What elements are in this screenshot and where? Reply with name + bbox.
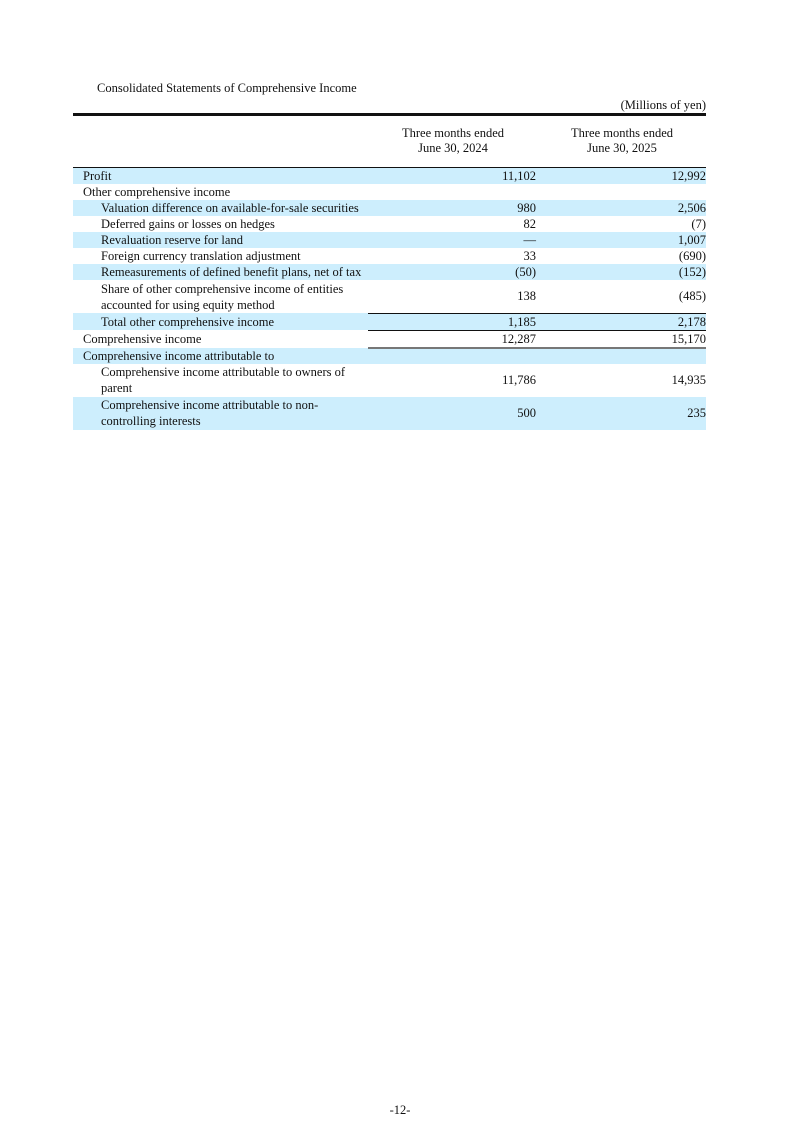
value-2024: 500 xyxy=(368,397,538,430)
table-row xyxy=(73,168,706,185)
value-2025: 2,178 xyxy=(538,313,706,330)
table-row xyxy=(73,364,706,397)
header-line: Three months ended xyxy=(570,126,674,140)
table-row xyxy=(73,348,706,364)
row-label: Profit xyxy=(73,168,368,185)
value-2025: 15,170 xyxy=(538,330,706,348)
row-label: Revaluation reserve for land xyxy=(73,232,368,248)
unit-label: (Millions of yen) xyxy=(620,98,706,112)
row-label: Deferred gains or losses on hedges xyxy=(101,217,275,231)
value-2024: — xyxy=(368,232,538,248)
table-row xyxy=(73,248,706,264)
value-2024: (50) xyxy=(368,264,538,280)
table-row xyxy=(73,184,706,200)
row-label: Share of other comprehensive income of entities accounted for using equity method xyxy=(101,281,344,312)
header-line: June 30, 2024 xyxy=(418,141,488,155)
header-line: June 30, 2025 xyxy=(587,141,657,155)
page-number: -12- xyxy=(389,1103,411,1117)
value-2024: 11,786 xyxy=(502,373,536,387)
value-2025: (152) xyxy=(538,264,706,280)
row-label: Remeasurements of defined benefit plans, net of tax xyxy=(73,264,368,280)
table-header-row xyxy=(73,116,706,168)
row-label: Comprehensive income attributable to owners of parent xyxy=(101,365,346,395)
row-label: Comprehensive income xyxy=(83,331,202,346)
comprehensive-income-table xyxy=(73,116,706,430)
table-row xyxy=(73,397,706,430)
table-row xyxy=(73,330,706,348)
header-2025 xyxy=(538,116,706,168)
table-row xyxy=(73,313,706,330)
value-2024: 980 xyxy=(368,200,538,216)
table-row xyxy=(73,264,706,280)
row-label: Total other comprehensive income xyxy=(73,313,368,330)
value-2024 xyxy=(368,348,538,364)
value-2024 xyxy=(368,184,538,200)
value-2025: 12,992 xyxy=(538,168,706,185)
value-2025: 14,935 xyxy=(671,373,706,387)
value-2024: 138 xyxy=(517,289,536,304)
table-row xyxy=(73,280,706,313)
row-label: Comprehensive income attributable to non-controlling interests xyxy=(73,397,368,430)
value-2025: (485) xyxy=(678,289,706,304)
table-row xyxy=(73,232,706,248)
row-label: Other comprehensive income xyxy=(83,185,231,199)
header-2024 xyxy=(368,116,538,168)
header-label-column xyxy=(73,116,368,168)
value-2024: 11,102 xyxy=(368,168,538,185)
value-2025: (7) xyxy=(691,217,706,231)
value-2025: 1,007 xyxy=(538,232,706,248)
value-2024: 1,185 xyxy=(368,313,538,330)
row-label: Comprehensive income attributable to xyxy=(73,348,368,364)
statement-title: Consolidated Statements of Comprehensive Income xyxy=(97,81,357,95)
table-row xyxy=(73,200,706,216)
value-2025: 2,506 xyxy=(538,200,706,216)
value-2024: 12,287 xyxy=(368,330,538,348)
value-2025 xyxy=(538,184,706,200)
row-label: Foreign currency translation adjustment xyxy=(101,249,301,263)
value-2025 xyxy=(538,348,706,364)
value-2025: (690) xyxy=(678,249,706,263)
value-2024: 82 xyxy=(523,217,536,231)
value-2024: 33 xyxy=(523,249,536,263)
header-line: Three months ended xyxy=(401,126,505,140)
value-2025: 235 xyxy=(538,397,706,430)
row-label: Valuation difference on available-for-sale securities xyxy=(73,200,368,216)
table-row xyxy=(73,216,706,232)
